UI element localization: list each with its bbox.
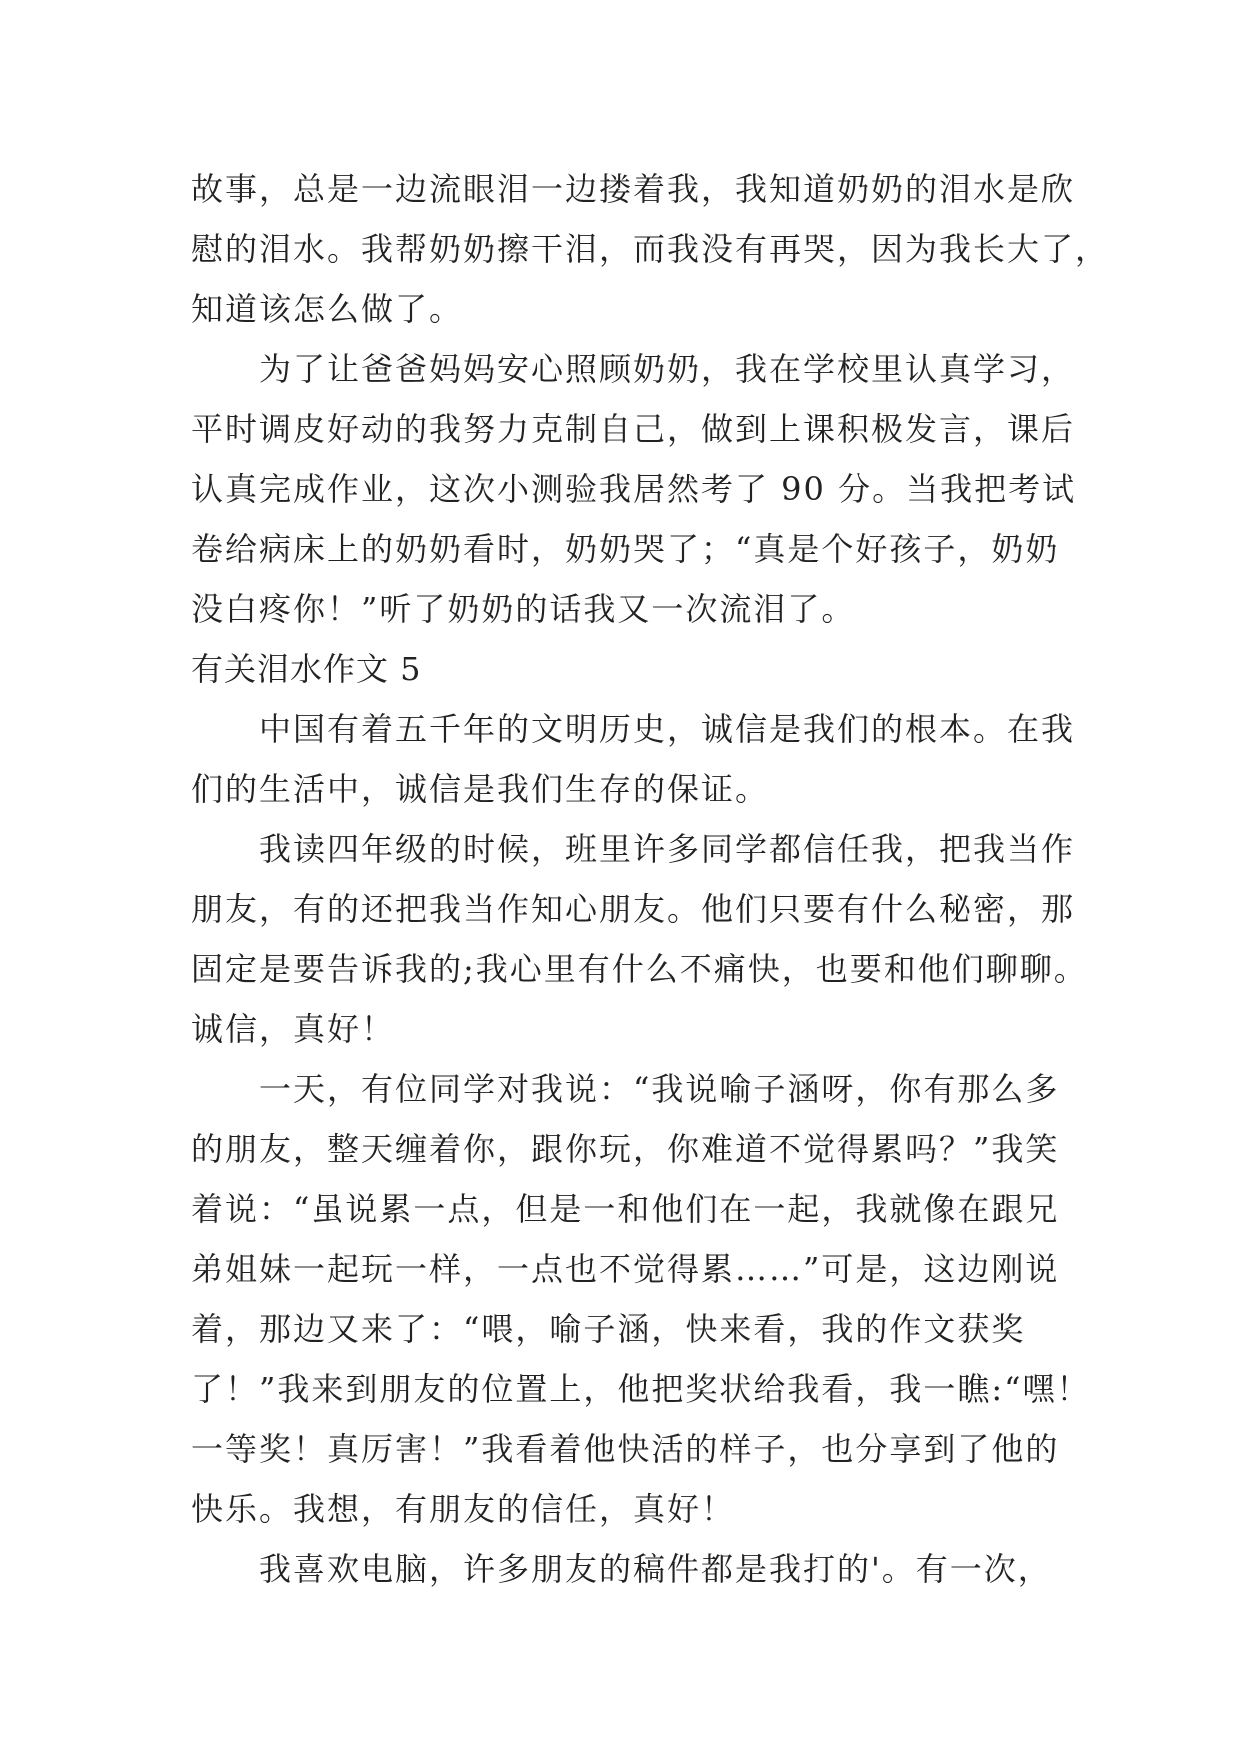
text-line: 快乐。我想，有朋友的信任，真好！ [191, 1490, 736, 1528]
text-line: 没白疼你！”听了奶奶的话我又一次流泪了。 [191, 590, 856, 628]
text-line: 着，那边又来了：“喂，喻子涵，快来看，我的作文获奖 [191, 1310, 1026, 1348]
text-line: 的朋友，整天缠着你，跟你玩，你难道不觉得累吗？”我笑 [191, 1130, 1060, 1168]
document-body [191, 159, 1110, 1599]
text-line: 慰的泪水。我帮奶奶擦干泪，而我没有再哭，因为我长大了， [191, 230, 1110, 268]
text-line: 弟姐妹一起玩一样，一点也不觉得累……”可是，这边刚说 [191, 1250, 1060, 1288]
text-line: 一等奖！真厉害！”我看着他快活的样子，也分享到了他的 [191, 1430, 1060, 1468]
text-line: 知道该怎么做了。 [191, 290, 464, 328]
text-line: 卷给病床上的奶奶看时，奶奶哭了；“真是个好孩子，奶奶 [191, 530, 1060, 568]
text-line: 诚信，真好！ [191, 1010, 396, 1048]
text-line: 认真完成作业，这次小测验我居然考了 90 分。当我把考试 [191, 470, 1077, 508]
text-line: 故事，总是一边流眼泪一边搂着我，我知道奶奶的泪水是欣 [191, 170, 1076, 208]
text-line: 朋友，有的还把我当作知心朋友。他们只要有什么秘密，那 [191, 890, 1076, 928]
text-line: 固定是要告诉我的;我心里有什么不痛快，也要和他们聊聊。 [191, 950, 1088, 988]
text-line: 着说：“虽说累一点，但是一和他们在一起，我就像在跟兄 [191, 1190, 1060, 1228]
text-line: 一天，有位同学对我说：“我说喻子涵呀，你有那么多 [191, 1070, 1060, 1108]
text-line: 们的生活中，诚信是我们生存的保证。 [191, 770, 770, 808]
text-line: 我读四年级的时候，班里许多同学都信任我，把我当作 [191, 830, 1076, 868]
text-line: 平时调皮好动的我努力克制自己，做到上课积极发言，课后 [191, 410, 1076, 448]
section-heading: 有关泪水作文 5 [191, 650, 422, 688]
text-line: 中国有着五千年的文明历史，诚信是我们的根本。在我 [191, 710, 1076, 748]
text-line: 了！”我来到朋友的位置上，他把奖状给我看，我一瞧:“嘿！ [191, 1370, 1091, 1408]
text-line: 我喜欢电脑，许多朋友的稿件都是我打的'。有一次， [191, 1550, 1052, 1588]
text-line: 为了让爸爸妈妈安心照顾奶奶，我在学校里认真学习， [191, 350, 1076, 388]
